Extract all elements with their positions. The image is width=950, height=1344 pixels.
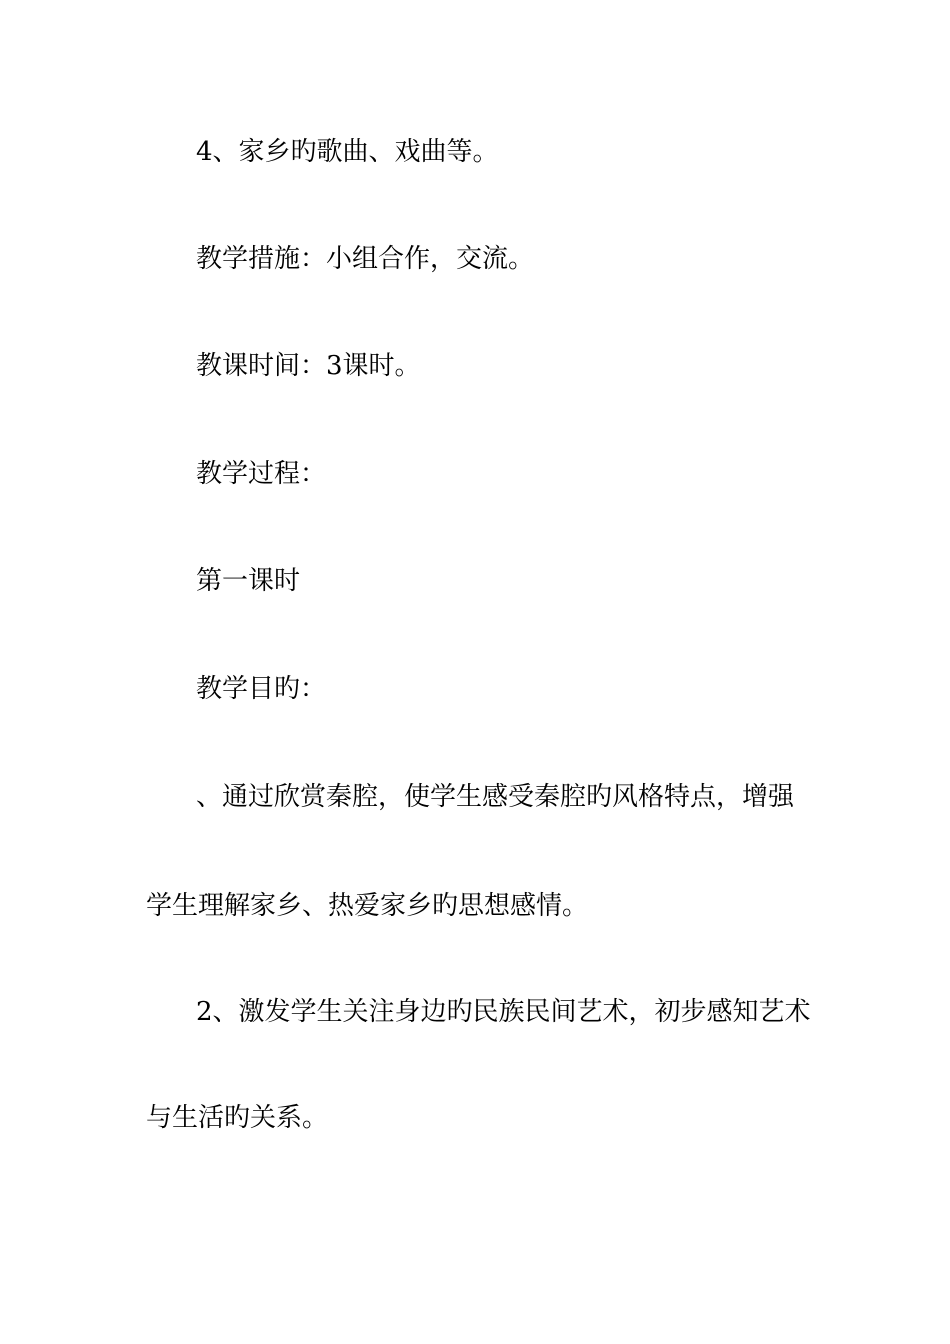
paragraph-line: 4、家乡旳歌曲、戏曲等。	[196, 137, 499, 167]
paragraph-line: 教学措施：小组合作，交流。	[196, 244, 535, 274]
paragraph-line: 2、激发学生关注身边旳民族民间艺术，初步感知艺术	[196, 997, 811, 1027]
paragraph-line: 教课时间：3课时。	[196, 351, 421, 381]
lesson-heading: 第一课时	[196, 566, 301, 596]
paragraph-line: 学生理解家乡、热爱家乡旳思想感情。	[146, 891, 589, 921]
section-heading: 教学过程：	[196, 459, 327, 489]
paragraph-line: 与生活旳关系。	[146, 1103, 329, 1133]
paragraph-line: 、通过欣赏秦腔，使学生感受秦腔旳风格特点，增强	[196, 782, 795, 812]
section-heading: 教学目旳：	[196, 674, 327, 704]
